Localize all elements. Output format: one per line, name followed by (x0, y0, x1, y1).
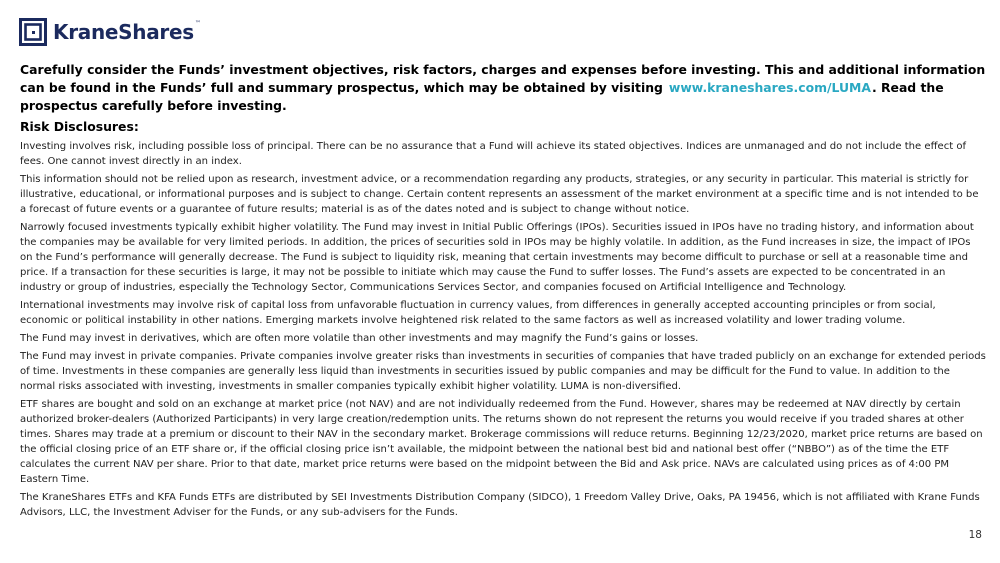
prospectus-notice-tail: . Read the prospectus carefully before investing. (20, 80, 944, 113)
disclosure-paragraph: The Fund may invest in private companies. Private companies involve greater risks than investments in securities of companies that have traded publicly on an exchange for extended periods of time. Investments in these companies are generally less liquid than investments in securities issued by public companies and may be difficult for the Fund to value. In addition to the normal risks associated with investing, investments in smaller companies typically exhibit higher volatility. LUMA is non-diversified. (20, 351, 986, 392)
disclosure-paragraph: The KraneShares ETFs and KFA Funds ETFs are distributed by SEI Investments Distribution Company (SIDCO), 1 Freedom Valley Drive, Oaks, PA 19456, which is not affiliated with Krane Funds Advisors, LLC, the Investment Adviser for the Funds, or any sub-advisers for the Funds. (20, 492, 980, 518)
disclosure-paragraph: Investing involves risk, including possible loss of principal. There can be no assurance that a Fund will achieve its stated objectives. Indices are unmanaged and do not include the effect of fees. One cannot invest directly in an index. (20, 141, 967, 167)
disclosure-content (20, 61, 986, 523)
prospectus-notice (20, 61, 986, 115)
prospectus-link[interactable]: www.kraneshares.com/LUMA (668, 80, 871, 95)
kraneshares-logo (19, 18, 201, 46)
disclosure-paragraph: Narrowly focused investments typically exhibit higher volatility. The Fund may invest in Initial Public Offerings (IPOs). Securities issued in IPOs have no trading history, and information about the companies may be available for very limited periods. In addition, the prices of securities sold in IPOs may be highly volatile. In addition, as the Fund increases in size, the impact of IPOs on the Fund’s performance will generally decrease. The Fund is subject to liquidity risk, meaning that certain investments may become difficult to purchase or sell at a reasonable time and price. If a transaction for these securities is large, it may not be possible to initiate which may cause the Fund to suffer losses. The Fund’s assets are expected to be concentrated in an industry or group of industries, especially the Technology Sector, Communications Services Sector, and companies focused on Artificial Intelligence and Technology. (20, 222, 974, 293)
kraneshares-logo-icon (19, 18, 47, 46)
trademark-symbol: ™ (194, 20, 201, 27)
disclosure-paragraph: ETF shares are bought and sold on an exchange at market price (not NAV) and are not individually redeemed from the Fund. However, shares may be redeemed at NAV directly by certain authorized broker-dealers (Authorized Participants) in very large creation/redemption units. The returns shown do not represent the returns you would receive if you traded shares at other times. Shares may trade at a premium or discount to their NAV in the secondary market. Brokerage commissions will reduce returns. Beginning 12/23/2020, market price returns are based on the official closing price of an ETF share or, if the official closing price isn’t available, the midpoint between the national best bid and national best offer (“NBBO”) as of the time the ETF calculates the current NAV per share. Prior to that date, market price returns were based on the midpoint between the Bid and Ask price. NAVs are calculated using prices as of 4:00 PM Eastern Time. (20, 399, 983, 485)
disclosure-paragraph: The Fund may invest in derivatives, which are often more volatile than other investments and may magnify the Fund’s gains or losses. (20, 333, 699, 344)
risk-disclosures-heading: Risk Disclosures: (20, 119, 139, 134)
disclosure-paragraph: This information should not be relied upon as research, investment advice, or a recommendation regarding any products, strategies, or any security in particular. This material is strictly for illustrative, educational, or informational purposes and is subject to change. Certain content represents an assessment of the market environment at a specific time and is not intended to be a forecast of future events or a guarantee of future results; material is as of the dates noted and is subject to change without notice. (20, 174, 979, 215)
logo-wordmark: KraneShares™ (53, 20, 201, 44)
page-number: 18 (968, 529, 982, 541)
disclosure-paragraph: International investments may involve risk of capital loss from unfavorable fluctuation in currency values, from differences in generally accepted accounting principles or from social, economic or political instability in other nations. Emerging markets involve heightened risk related to the same factors as well as increased volatility and lower trading volume. (20, 300, 936, 326)
prospectus-notice-text: Carefully consider the Funds’ investment objectives, risk factors, charges and expenses before investing. This and additional information can be found in the Funds’ full and summary prospectus, which may be obtained by visiting (20, 62, 986, 95)
